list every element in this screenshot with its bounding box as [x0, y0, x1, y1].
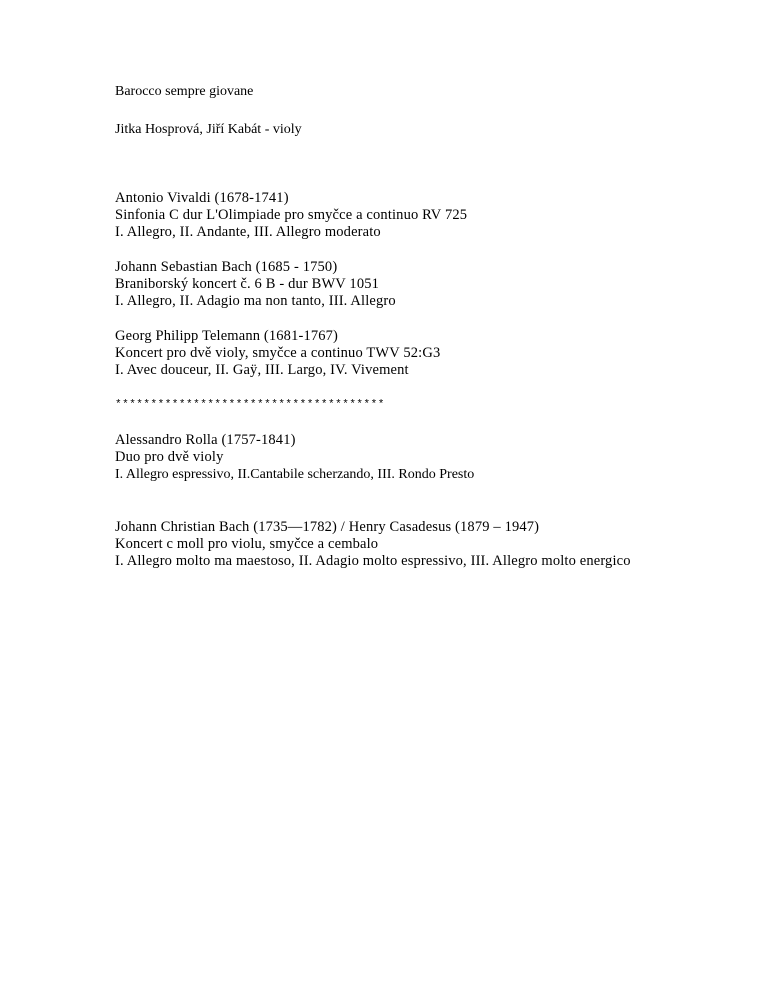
- movements-list: I. Allegro, II. Adagio ma non tanto, III. Allegro: [115, 293, 396, 309]
- program-item: [115, 259, 675, 310]
- composer-name: Georg Philipp Telemann (1681-1767): [115, 328, 339, 344]
- spacer: [115, 379, 675, 397]
- spacer: [115, 138, 675, 190]
- work-title: Sinfonia C dur L'Olimpiade pro smyčce a continuo RV 725: [115, 207, 468, 223]
- work-title: Koncert pro dvě violy, smyčce a continuo TWV 52:G3: [115, 345, 441, 361]
- spacer: [115, 100, 675, 121]
- program-content: [115, 83, 675, 570]
- composer-name: Johann Sebastian Bach (1685 - 1750): [115, 259, 338, 275]
- program-item: [115, 328, 675, 379]
- spacer: [115, 414, 675, 432]
- work-title: Duo pro dvě violy: [115, 449, 224, 465]
- composer-name: Johann Christian Bach (1735—1782) / Henry Casadesus (1879 – 1947): [115, 519, 540, 535]
- program-item: [115, 190, 675, 241]
- movements-list: I. Allegro espressivo, II.Cantabile scherzando, III. Rondo Presto: [115, 467, 475, 482]
- work-title: Braniborský koncert č. 6 B - dur BWV 1051: [115, 276, 380, 292]
- program-item: [115, 519, 675, 570]
- program-item: [115, 432, 675, 483]
- composer-name: Antonio Vivaldi (1678-1741): [115, 190, 289, 206]
- concert-title: Barocco sempre giovane: [115, 84, 254, 99]
- movements-list: I. Avec douceur, II. Gaÿ, III. Largo, IV. Vivement: [115, 362, 409, 378]
- spacer: [115, 241, 675, 259]
- performers-line: Jitka Hosprová, Jiří Kabát - violy: [115, 122, 302, 137]
- movements-list: I. Allegro molto ma maestoso, II. Adagio molto espressivo, III. Allegro molto energico: [115, 553, 631, 569]
- work-title: Koncert c moll pro violu, smyčce a cembalo: [115, 536, 379, 552]
- intermission-separator: **************************************: [115, 399, 385, 411]
- spacer: [115, 310, 675, 328]
- composer-name: Alessandro Rolla (1757-1841): [115, 432, 296, 448]
- spacer: [115, 483, 675, 519]
- movements-list: I. Allegro, II. Andante, III. Allegro moderato: [115, 224, 381, 240]
